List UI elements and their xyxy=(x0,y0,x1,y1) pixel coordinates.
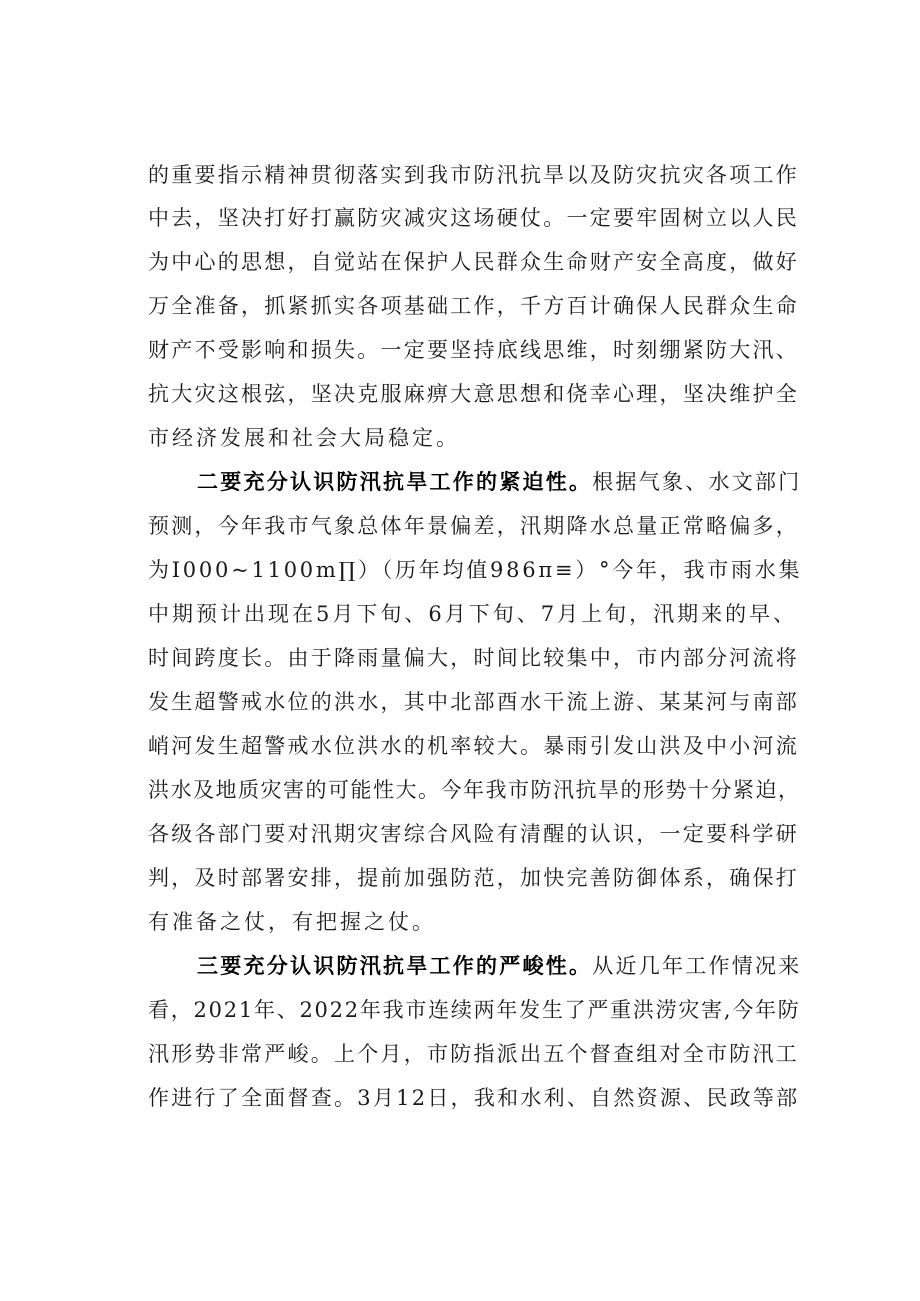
text-line xyxy=(148,512,799,540)
paragraph-heading: 三要充分认识防汛抗旱工作的严峻性。 xyxy=(197,954,593,978)
line-text: 峭河发生超警戒水位洪水的机率较大。暴雨引发山洪及中小河流 xyxy=(148,734,799,758)
text-line xyxy=(148,248,799,276)
text-line xyxy=(148,1040,799,1068)
text-line xyxy=(148,1084,799,1112)
text-line xyxy=(148,292,799,320)
text-line xyxy=(148,556,802,584)
text-line xyxy=(148,644,799,672)
line-text: 作进行了全面督查。3月12日，我和水利、自然资源、民政等部 xyxy=(148,1086,800,1110)
line-text: 洪水及地质灾害的可能性大。今年我市防汛抗旱的形势十分紧迫， xyxy=(148,778,801,802)
paragraph-2-first-line xyxy=(197,468,802,496)
paragraph-heading: 二要充分认识防汛抗旱工作的紧迫性。 xyxy=(197,470,593,494)
line-text: 有准备之仗，有把握之仗。 xyxy=(148,910,436,934)
text-line xyxy=(148,996,801,1024)
text-line xyxy=(148,204,799,232)
line-text: 市经济发展和社会大局稳定。 xyxy=(148,426,460,450)
line-text: 为I000~1100m∏）（历年均值986π≡）°今年，我市雨水集 xyxy=(148,558,803,582)
line-text: 中期预计出现在5月下旬、6月下旬、7月上旬，汛期来的早、 xyxy=(148,602,798,626)
text-line xyxy=(148,732,799,760)
line-text: 财产不受影响和损失。一定要坚持底线思维，时刻绷紧防大汛、 xyxy=(148,338,799,362)
line-text: 万全准备，抓紧抓实各项基础工作，千方百计确保人民群众生命 xyxy=(148,294,799,318)
line-text: 各级各部门要对汛期灾害综合风险有清醒的认识，一定要科学研 xyxy=(148,822,799,846)
line-text: 根据气象、水文部门 xyxy=(592,470,802,494)
line-text: 预测，今年我市气象总体年景偏差，汛期降水总量正常略偏多， xyxy=(148,514,799,538)
text-line xyxy=(148,776,801,804)
text-line xyxy=(148,424,460,452)
line-text: 为中心的思想，自觉站在保护人民群众生命财产安全高度，做好 xyxy=(148,250,799,274)
line-text: 的重要指示精神贯彻落实到我市防汛抗旱以及防灾抗灾各项工作 xyxy=(148,163,799,187)
line-text: 发生超警戒水位的洪水，其中北部酉水干流上游、某某河与南部 xyxy=(148,690,799,714)
line-text: 从近几年工作情况来 xyxy=(592,954,802,978)
text-line xyxy=(148,600,797,628)
line-text: 看，2021年、2022年我市连续两年发生了严重洪涝灾害,今年防 xyxy=(148,998,801,1022)
text-line xyxy=(148,864,799,892)
line-text: 中去，坚决打好打赢防灾减灾这场硬仗。一定要牢固树立以人民 xyxy=(148,206,799,230)
text-line xyxy=(148,336,799,364)
paragraph-3-first-line xyxy=(197,952,802,980)
line-text: 时间跨度长。由于降雨量偏大，时间比较集中，市内部分河流将 xyxy=(148,646,799,670)
text-line xyxy=(148,908,436,936)
line-text: 抗大灾这根弦，坚决克服麻痹大意思想和侥幸心理，坚决维护全 xyxy=(148,382,799,406)
line-text: 汛形势非常严峻。上个月，市防指派出五个督查组对全市防汛工 xyxy=(148,1042,799,1066)
line-text: 判，及时部署安排，提前加强防范，加快完善防御体系，确保打 xyxy=(148,866,799,890)
text-line xyxy=(148,161,799,189)
text-line xyxy=(148,380,799,408)
text-line xyxy=(148,820,799,848)
text-line xyxy=(148,688,799,716)
